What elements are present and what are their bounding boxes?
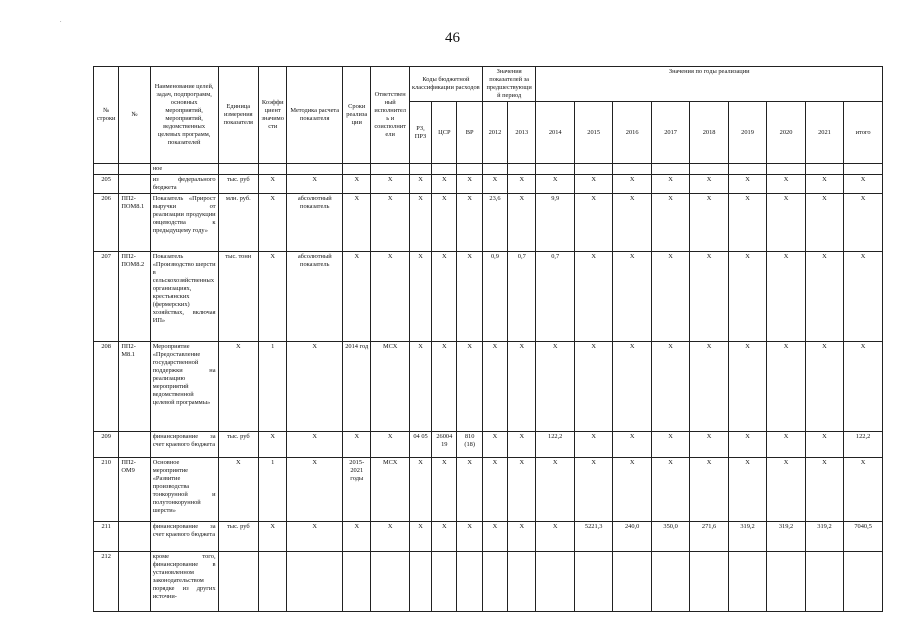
- cell-v2020: X: [767, 458, 805, 522]
- cell-v2018: X: [690, 458, 728, 522]
- cell-csr: X: [432, 175, 457, 194]
- cell-no: 212: [94, 552, 119, 612]
- cell-v2014: X: [536, 458, 574, 522]
- cell-csr: X: [432, 194, 457, 252]
- header-code-no: №: [119, 67, 150, 164]
- cell-v2012: 23,6: [482, 194, 507, 252]
- cell-name: Основное мероприятие «Развитие производства тонкорунной и полутонкорунной шерсти»: [150, 458, 218, 522]
- cell-total: X: [844, 175, 883, 194]
- cell-coef: 1: [259, 342, 287, 432]
- cell-v2021: X: [805, 432, 843, 458]
- cell-no: 210: [94, 458, 119, 522]
- cell-total: X: [844, 194, 883, 252]
- cell-total: 122,2: [844, 432, 883, 458]
- cell-v2014: 9,9: [536, 194, 574, 252]
- cell-unit: X: [218, 342, 259, 432]
- cell-v2017: X: [651, 458, 689, 522]
- cell-v2020: 319,2: [767, 522, 805, 552]
- cell-rz: X: [409, 194, 431, 252]
- cell-unit: млн. руб.: [218, 194, 259, 252]
- cell-total: [844, 552, 883, 612]
- cell-v2017: 350,0: [651, 522, 689, 552]
- header-2015: 2015: [574, 102, 612, 164]
- header-2019: 2019: [728, 102, 766, 164]
- cell-v2017: [651, 552, 689, 612]
- cell-terms: X: [343, 432, 371, 458]
- cell-v2015: X: [574, 458, 612, 522]
- cell-rz: [409, 552, 431, 612]
- cell-v2016: [613, 552, 651, 612]
- cell-v2014: X: [536, 175, 574, 194]
- header-row-no: № строки: [94, 67, 119, 164]
- cell-v2021: X: [805, 342, 843, 432]
- cell-method: X: [287, 432, 343, 458]
- cell-name: Показатель «Прирост выручки от реализации продукции овцеводства к предыдущему году»: [150, 194, 218, 252]
- cell-v2012: X: [482, 432, 507, 458]
- cell-rz: X: [409, 342, 431, 432]
- cell-csr: X: [432, 458, 457, 522]
- cell-v2013: 0,7: [508, 252, 536, 342]
- cell-unit: тыс. руб: [218, 522, 259, 552]
- cell-resp: X: [371, 175, 409, 194]
- table-row: [94, 175, 883, 194]
- cell-vr: X: [457, 522, 482, 552]
- table-row: [94, 522, 883, 552]
- cell-terms: X: [343, 522, 371, 552]
- cell-v2020: X: [767, 175, 805, 194]
- cell-v2017: X: [651, 432, 689, 458]
- cell-resp: X: [371, 432, 409, 458]
- header-vr: ВР: [457, 102, 482, 164]
- cell-v2021: [805, 552, 843, 612]
- header-previous-period: Значения показателей за предшествующий период: [482, 67, 536, 102]
- scan-speck: .: [60, 18, 62, 24]
- cell-rz: X: [409, 458, 431, 522]
- cell-method: X: [287, 175, 343, 194]
- cell-v2018: X: [690, 175, 728, 194]
- cell-vr: X: [457, 175, 482, 194]
- header-years-group: Значения по годы реализации: [536, 67, 883, 102]
- cell-v2014: X: [536, 522, 574, 552]
- cell-v2017: X: [651, 342, 689, 432]
- cell-total: X: [844, 342, 883, 432]
- cell-v2021: X: [805, 458, 843, 522]
- cell-unit: тыс. руб: [218, 175, 259, 194]
- cell-code: [119, 432, 150, 458]
- cell-coef: 1: [259, 458, 287, 522]
- cell-vr: X: [457, 252, 482, 342]
- cell-csr: 26004 19: [432, 432, 457, 458]
- carry-over-text: ное: [150, 164, 218, 175]
- header-row-1: [94, 67, 883, 102]
- header-2020: 2020: [767, 102, 805, 164]
- cell-terms: [343, 552, 371, 612]
- cell-v2014: 122,2: [536, 432, 574, 458]
- cell-v2014: X: [536, 342, 574, 432]
- cell-v2013: X: [508, 342, 536, 432]
- cell-v2012: X: [482, 342, 507, 432]
- cell-method: X: [287, 342, 343, 432]
- cell-v2013: X: [508, 432, 536, 458]
- cell-v2012: [482, 552, 507, 612]
- page-number: 46: [445, 30, 460, 46]
- header-2018: 2018: [690, 102, 728, 164]
- cell-no: 206: [94, 194, 119, 252]
- cell-v2012: X: [482, 175, 507, 194]
- cell-v2012: X: [482, 522, 507, 552]
- cell-v2016: X: [613, 175, 651, 194]
- cell-code: [119, 175, 150, 194]
- cell-v2018: 271,6: [690, 522, 728, 552]
- cell-v2015: [574, 552, 612, 612]
- cell-code: ПП2-М8.1: [119, 342, 150, 432]
- cell-coef: X: [259, 522, 287, 552]
- cell-v2016: X: [613, 194, 651, 252]
- cell-no: 209: [94, 432, 119, 458]
- cell-v2016: X: [613, 342, 651, 432]
- table-row: [94, 342, 883, 432]
- table-row: [94, 194, 883, 252]
- cell-no: 205: [94, 175, 119, 194]
- cell-rz: X: [409, 522, 431, 552]
- cell-no: 207: [94, 252, 119, 342]
- cell-v2018: X: [690, 432, 728, 458]
- cell-v2014: 0,7: [536, 252, 574, 342]
- header-2013: 2013: [508, 102, 536, 164]
- header-2021: 2021: [805, 102, 843, 164]
- table-row: [94, 458, 883, 522]
- cell-vr: 810 (18): [457, 432, 482, 458]
- cell-v2018: [690, 552, 728, 612]
- table-row: [94, 252, 883, 342]
- cell-rz: 04 05: [409, 432, 431, 458]
- cell-v2013: X: [508, 522, 536, 552]
- cell-v2017: X: [651, 175, 689, 194]
- cell-v2012: X: [482, 458, 507, 522]
- indicators-table: [93, 66, 883, 612]
- cell-v2017: X: [651, 252, 689, 342]
- cell-name: финансирование за счет краевого бюджета: [150, 522, 218, 552]
- cell-v2021: X: [805, 194, 843, 252]
- carry-over-row: [94, 164, 883, 175]
- header-total: итого: [844, 102, 883, 164]
- header-responsible: Ответственный исполнитель и соисполнители: [371, 67, 409, 164]
- cell-v2019: X: [728, 194, 766, 252]
- cell-resp: X: [371, 252, 409, 342]
- cell-terms: 2014 год: [343, 342, 371, 432]
- cell-v2015: X: [574, 175, 612, 194]
- table-body: [94, 175, 883, 612]
- cell-resp: X: [371, 522, 409, 552]
- cell-no: 208: [94, 342, 119, 432]
- cell-code: ПП2-ПОМ8.1: [119, 194, 150, 252]
- cell-code: ПП2-ОМ9: [119, 458, 150, 522]
- cell-csr: X: [432, 252, 457, 342]
- cell-resp: X: [371, 194, 409, 252]
- cell-v2018: X: [690, 342, 728, 432]
- cell-total: 7040,5: [844, 522, 883, 552]
- cell-v2013: X: [508, 458, 536, 522]
- cell-coef: X: [259, 252, 287, 342]
- cell-v2019: X: [728, 432, 766, 458]
- table-row: [94, 552, 883, 612]
- cell-v2016: X: [613, 252, 651, 342]
- cell-unit: X: [218, 458, 259, 522]
- cell-v2016: X: [613, 458, 651, 522]
- cell-terms: X: [343, 175, 371, 194]
- cell-total: X: [844, 252, 883, 342]
- cell-vr: X: [457, 458, 482, 522]
- cell-v2013: X: [508, 175, 536, 194]
- table-row: [94, 432, 883, 458]
- cell-name: Мероприятие «Предоставление государственной поддержки на реализацию мероприятий ведомственной целевой программы»: [150, 342, 218, 432]
- cell-v2019: X: [728, 342, 766, 432]
- cell-v2015: 5221,3: [574, 522, 612, 552]
- cell-v2015: X: [574, 432, 612, 458]
- cell-resp: [371, 552, 409, 612]
- cell-method: [287, 552, 343, 612]
- cell-code: [119, 522, 150, 552]
- cell-v2021: X: [805, 175, 843, 194]
- cell-coef: [259, 552, 287, 612]
- cell-v2020: X: [767, 252, 805, 342]
- cell-v2018: X: [690, 194, 728, 252]
- header-method: Методика расчета показателя: [287, 67, 343, 164]
- cell-terms: X: [343, 252, 371, 342]
- cell-vr: [457, 552, 482, 612]
- cell-v2020: X: [767, 432, 805, 458]
- cell-v2019: X: [728, 252, 766, 342]
- cell-rz: X: [409, 175, 431, 194]
- cell-v2016: 240,0: [613, 522, 651, 552]
- cell-coef: X: [259, 175, 287, 194]
- header-2016: 2016: [613, 102, 651, 164]
- header-coef: Коэффициент значимости: [259, 67, 287, 164]
- cell-v2017: X: [651, 194, 689, 252]
- cell-no: 211: [94, 522, 119, 552]
- cell-method: абсолютный показатель: [287, 194, 343, 252]
- cell-v2021: X: [805, 252, 843, 342]
- cell-terms: 2015-2021 годы: [343, 458, 371, 522]
- cell-v2019: X: [728, 175, 766, 194]
- cell-v2015: X: [574, 342, 612, 432]
- cell-v2015: X: [574, 252, 612, 342]
- cell-v2016: X: [613, 432, 651, 458]
- header-unit: Единица измерения показателя: [218, 67, 259, 164]
- cell-v2020: X: [767, 342, 805, 432]
- cell-name: из федерального бюджета: [150, 175, 218, 194]
- cell-csr: [432, 552, 457, 612]
- cell-unit: [218, 552, 259, 612]
- cell-csr: X: [432, 342, 457, 432]
- cell-v2019: [728, 552, 766, 612]
- cell-unit: тыс. руб: [218, 432, 259, 458]
- header-2017: 2017: [651, 102, 689, 164]
- cell-csr: X: [432, 522, 457, 552]
- cell-method: X: [287, 522, 343, 552]
- cell-name: Показатель «Производство шерсти в сельскохозяйственных организациях, крестьянских (фермерских) хозяйствах, включая ИП»: [150, 252, 218, 342]
- cell-v2019: 319,2: [728, 522, 766, 552]
- cell-coef: X: [259, 194, 287, 252]
- cell-vr: X: [457, 194, 482, 252]
- cell-resp: МСХ: [371, 342, 409, 432]
- header-rz: РЗ, ПРЗ: [409, 102, 431, 164]
- cell-name: финансирование за счет краевого бюджета: [150, 432, 218, 458]
- cell-v2021: 319,2: [805, 522, 843, 552]
- cell-method: X: [287, 458, 343, 522]
- cell-v2018: X: [690, 252, 728, 342]
- cell-method: абсолютный показатель: [287, 252, 343, 342]
- header-2014: 2014: [536, 102, 574, 164]
- cell-v2020: [767, 552, 805, 612]
- cell-v2012: 0,9: [482, 252, 507, 342]
- cell-total: X: [844, 458, 883, 522]
- header-csr: ЦСР: [432, 102, 457, 164]
- cell-resp: МСХ: [371, 458, 409, 522]
- cell-coef: X: [259, 432, 287, 458]
- cell-v2014: [536, 552, 574, 612]
- cell-rz: X: [409, 252, 431, 342]
- cell-v2015: X: [574, 194, 612, 252]
- header-budget-codes: Коды бюджетной классификации расходов: [409, 67, 482, 102]
- cell-unit: тыс. тонн: [218, 252, 259, 342]
- header-name: Наименование целей, задач, подпрограмм, основных мероприятий, мероприятий, ведомственных целевых программ, показателей: [150, 67, 218, 164]
- cell-code: [119, 552, 150, 612]
- cell-v2020: X: [767, 194, 805, 252]
- header-terms: Сроки реализации: [343, 67, 371, 164]
- header-2012: 2012: [482, 102, 507, 164]
- cell-v2013: X: [508, 194, 536, 252]
- cell-v2019: X: [728, 458, 766, 522]
- cell-v2013: [508, 552, 536, 612]
- cell-terms: X: [343, 194, 371, 252]
- cell-code: ПП2-ПОМ8.2: [119, 252, 150, 342]
- cell-vr: X: [457, 342, 482, 432]
- cell-name: кроме того, финансирование в установленном законодательством порядке из других источни-: [150, 552, 218, 612]
